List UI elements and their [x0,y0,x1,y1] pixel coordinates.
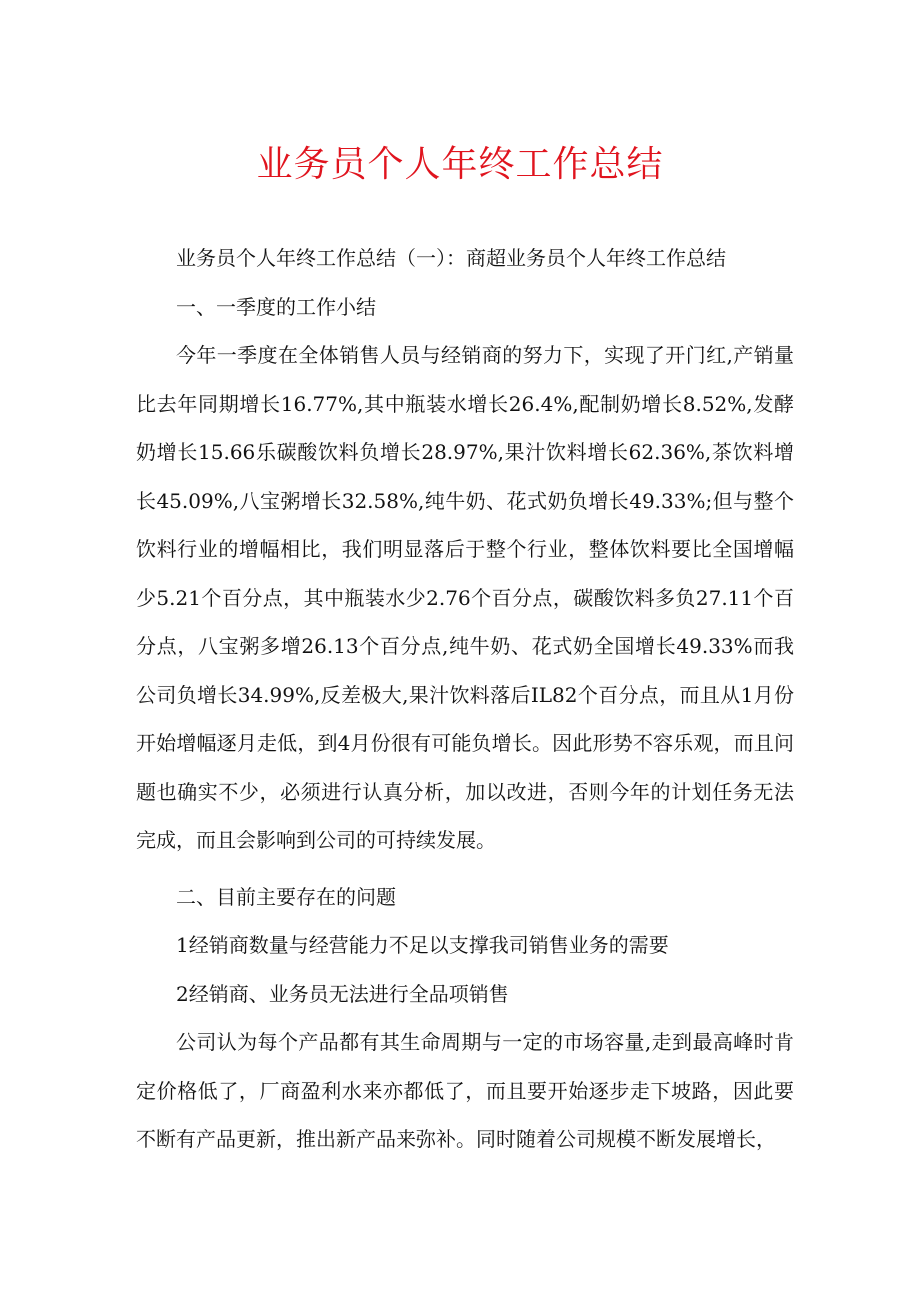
document-title: 业务员个人年终工作总结 [256,144,664,185]
section-heading-q1-summary: 一、一季度的工作小结 [176,294,376,319]
subtitle-paragraph: 业务员个人年终工作总结（一）：商超业务员个人年终工作总结 [176,246,726,270]
section-heading-main-problems: 二、目前主要存在的问题 [176,884,396,909]
document-body [136,234,794,1164]
list-item-problem-2: 2经销商、业务员无法进行全品项销售 [176,981,509,1006]
list-item-problem-1: 1经销商数量与经营能力不足以支撑我司销售业务的需要 [176,933,669,957]
body-paragraph-product-lifecycle: 公司认为每个产品都有其生命周期与一定的市场容量,走到最高峰时肯定价格低了，厂商盈利水来亦都低了，而且要开始逐步走下坡路，因此要不断有产品更新，推出新产品来弥补。同时随着公司规模不断发展增长， [136,1030,794,1151]
body-paragraph-q1-results: 今年一季度在全体销售人员与经销商的努力下，实现了开门红,产销量比去年同期增长16.77%,其中瓶装水增长26.4%,配制奶增长8.52%,发酵奶增长15.66乐碳酸饮料负增长28.97%,果汁饮料增长62.36%,茶饮料增长45.09%,八宝粥增长32.58%,纯牛奶、花式奶负增长49.33%;但与整个饮料行业的增幅相比，我们明显落后于整个行业，整体饮料要比全国增幅少5.21个百分点，其中瓶装水少2.76个百分点，碳酸饮料多负27.11个百分点，八宝粥多增26.13个百分点,纯牛奶、花式奶全国增长49.33%而我公司负增长34.99%,反差极大,果汁饮料落后IL82个百分点，而且从1月份开始增幅逐月走低，到4月份很有可能负增长。因此形势不容乐观，而且问题也确实不少，必须进行认真分析，加以改进，否则今年的计划任务无法完成，而且会影响到公司的可持续发展。 [136,343,794,852]
